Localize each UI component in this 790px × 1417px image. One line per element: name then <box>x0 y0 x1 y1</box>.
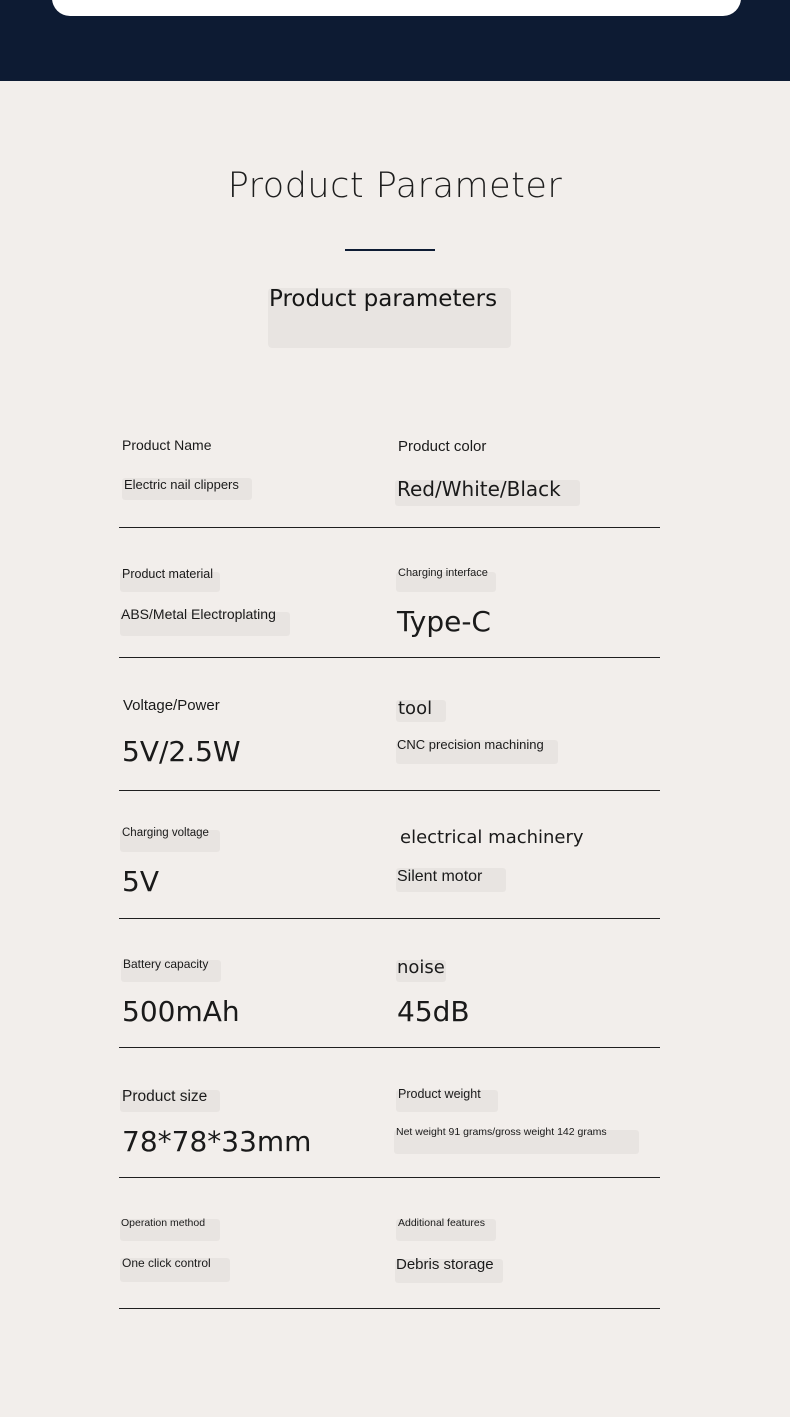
row-divider <box>119 657 660 658</box>
param-label-operation-method: Operation method <box>121 1217 206 1229</box>
row-divider <box>119 1047 660 1048</box>
param-label-charging-interface: Charging interface <box>398 567 488 579</box>
top-card <box>52 0 741 16</box>
param-label-product-material: Product material <box>122 567 214 581</box>
row-divider <box>119 1177 660 1178</box>
param-value-battery-capacity: 500mAh <box>122 995 240 1028</box>
row-divider <box>119 790 660 791</box>
top-banner <box>0 0 790 81</box>
param-label-battery-capacity: Battery capacity <box>123 957 209 971</box>
param-value-additional-features: Debris storage <box>396 1256 494 1273</box>
section-subtitle: Product parameters <box>269 286 498 312</box>
param-label-electrical-machinery: electrical machinery <box>400 827 584 848</box>
param-value-product-material: ABS/Metal Electroplating <box>121 606 276 622</box>
param-label-product-weight: Product weight <box>398 1087 481 1101</box>
param-value-charging-interface: Type-C <box>397 605 491 638</box>
param-label-product-color: Product color <box>398 438 487 455</box>
param-label-noise: noise <box>397 957 445 978</box>
param-label-additional-features: Additional features <box>398 1217 485 1229</box>
title-divider <box>345 249 435 251</box>
param-value-noise: 45dB <box>397 995 470 1028</box>
param-value-product-size: 78*78*33mm <box>122 1125 312 1158</box>
param-label-charging-voltage: Charging voltage <box>122 827 209 839</box>
param-value-charging-voltage: 5V <box>122 865 159 898</box>
row-divider <box>119 527 660 528</box>
param-label-voltage-power: Voltage/Power <box>123 697 220 714</box>
param-value-electrical-machinery: Silent motor <box>397 868 483 885</box>
param-label-product-name: Product Name <box>122 437 212 453</box>
param-label-product-size: Product size <box>122 1088 208 1105</box>
param-value-tool: CNC precision machining <box>397 737 544 752</box>
param-value-product-color: Red/White/Black <box>397 477 561 501</box>
page-title: Product Parameter <box>227 166 563 206</box>
param-value-product-name: Electric nail clippers <box>124 477 239 492</box>
row-divider <box>119 918 660 919</box>
param-value-operation-method: One click control <box>122 1256 211 1270</box>
param-value-voltage-power: 5V/2.5W <box>122 735 241 768</box>
param-value-product-weight: Net weight 91 grams/gross weight 142 grams <box>396 1126 607 1138</box>
row-divider <box>119 1308 660 1309</box>
param-label-tool: tool <box>398 698 433 719</box>
